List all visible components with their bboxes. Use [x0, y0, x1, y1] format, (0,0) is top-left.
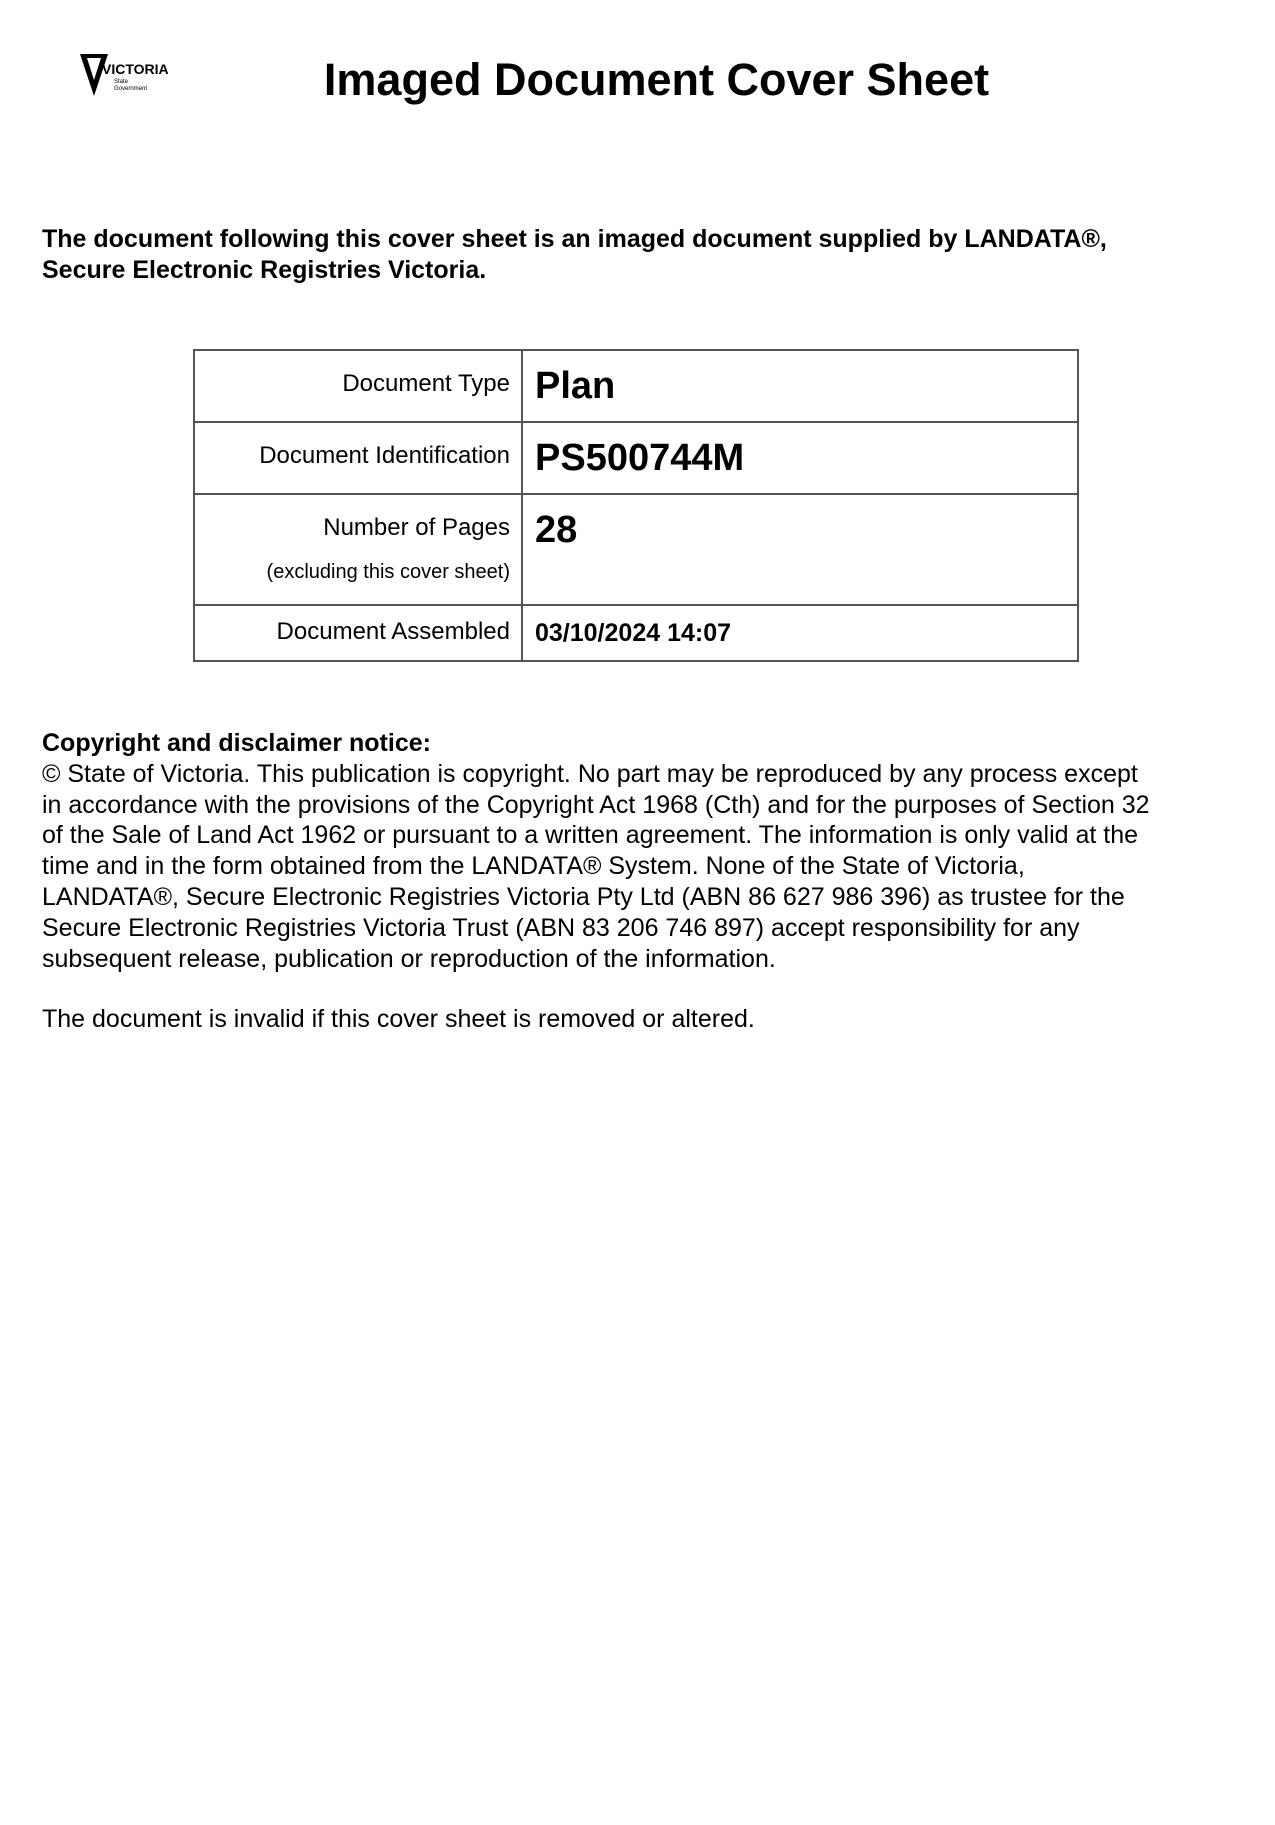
notice-line: in accordance with the provisions of the Copyright Act 1968 (Cth) and for the purposes of Section 32	[42, 790, 1150, 819]
assembled-label: Document Assembled	[276, 618, 510, 645]
table-row-document-id	[194, 422, 1078, 494]
assembled-label-cell	[194, 605, 522, 661]
document-type-label: Document Type	[342, 370, 510, 397]
pages-label: Number of Pages	[323, 514, 510, 541]
copyright-notice	[42, 728, 1252, 1035]
intro-text	[42, 224, 1242, 286]
notice-line: LANDATA®, Secure Electronic Registries Victoria Pty Ltd (ABN 86 627 986 396) as trustee for the	[42, 882, 1125, 911]
assembled-value: 03/10/2024 14:07	[535, 619, 732, 647]
document-id-label: Document Identification	[259, 442, 510, 469]
page-title: Imaged Document Cover Sheet	[323, 54, 990, 105]
intro-line-1: The document following this cover sheet is an imaged document supplied by LANDATA®,	[42, 225, 1107, 253]
svg-text:Government: Government	[114, 86, 148, 92]
assembled-value-cell	[522, 605, 1078, 661]
invalid-statement: The document is invalid if this cover sheet is removed or altered.	[42, 1005, 755, 1034]
svg-text:State: State	[114, 79, 129, 85]
document-type-value: Plan	[535, 365, 616, 407]
pages-label-cell	[194, 494, 522, 605]
document-id-value-cell	[522, 422, 1078, 494]
document-type-label-cell	[194, 350, 522, 422]
notice-line: of the Sale of Land Act 1962 or pursuant to a written agreement. The information is only valid at the	[42, 821, 1139, 850]
pages-value-cell	[522, 494, 1078, 605]
notice-line: time and in the form obtained from the LANDATA® System. None of the State of Victoria,	[42, 852, 1025, 881]
notice-heading: Copyright and disclaimer notice:	[42, 729, 431, 757]
pages-value: 28	[535, 509, 578, 551]
table-row-number-of-pages	[194, 494, 1078, 605]
notice-body	[42, 759, 1252, 975]
document-type-value-cell	[522, 350, 1078, 422]
document-id-label-cell	[194, 422, 522, 494]
document-details-table	[193, 349, 1079, 662]
svg-text:VICTORIA: VICTORIA	[102, 61, 169, 77]
pages-sublabel: (excluding this cover sheet)	[266, 561, 510, 583]
intro-line-2: Secure Electronic Registries Victoria.	[42, 256, 487, 284]
document-id-value: PS500744M	[535, 437, 745, 479]
table-row-document-assembled	[194, 605, 1078, 661]
table-row-document-type	[194, 350, 1078, 422]
notice-line: Secure Electronic Registries Victoria Trust (ABN 83 206 746 897) accept responsibility for any	[42, 913, 1080, 942]
notice-line: subsequent release, publication or reproduction of the information.	[42, 944, 776, 973]
notice-line: © State of Victoria. This publication is copyright. No part may be reproduced by any process except	[42, 759, 1138, 788]
